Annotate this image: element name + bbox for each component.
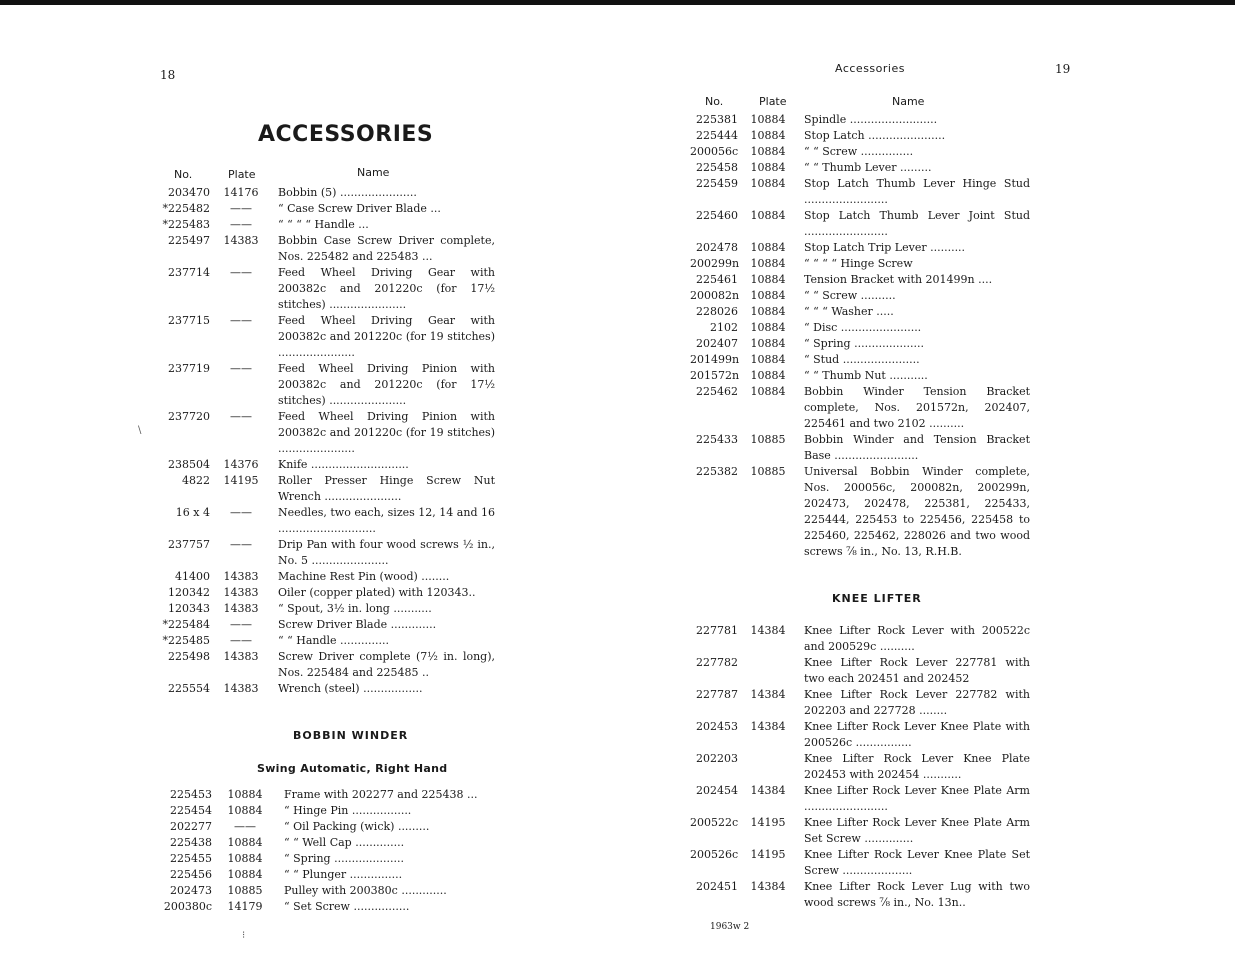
part-number: 41400	[175, 570, 210, 583]
table-row	[150, 201, 495, 217]
part-number: *225485	[162, 634, 210, 647]
part-number: 227781	[696, 624, 738, 637]
part-number: 225438	[170, 836, 212, 849]
plate-number: 14195	[750, 816, 786, 829]
plate-number: 10885	[227, 884, 263, 897]
part-number: 237720	[168, 410, 210, 423]
part-name: Knee Lifter Rock Lever Knee Plate 202453 with 202454 ...........	[804, 752, 1030, 781]
plate-number: ——	[234, 820, 256, 833]
part-name: Knife ............................	[278, 458, 409, 471]
part-name: “ “ Well Cap ..............	[284, 836, 405, 849]
plate-number: ——	[230, 362, 252, 375]
part-name: Feed Wheel Driving Gear with 200382c and 201220c (for 17½ stitches) ......................	[278, 266, 495, 311]
plate-number: 10884	[750, 289, 786, 302]
part-number: 202478	[696, 241, 738, 254]
table-row	[150, 649, 495, 681]
part-number: 225453	[170, 788, 212, 801]
part-number: 225381	[696, 113, 738, 126]
part-number: 225554	[168, 682, 210, 695]
part-number: 202407	[696, 337, 738, 350]
plate-number: 14383	[223, 586, 259, 599]
plate-number: 14195	[223, 474, 259, 487]
plate-number: 10885	[750, 465, 786, 478]
accessories-table-continued	[690, 112, 1030, 560]
plate-number: 10884	[227, 788, 263, 801]
table-row	[690, 815, 1030, 847]
part-number: 225382	[696, 465, 738, 478]
table-row	[150, 457, 495, 473]
footer-code: 1963w 2	[710, 922, 750, 932]
plate-number: 14176	[223, 186, 259, 199]
running-head: Accessories	[835, 62, 905, 75]
plate-number: 14376	[223, 458, 259, 471]
part-name: Stop Latch Thumb Lever Joint Stud ........................	[804, 209, 1030, 238]
part-name: “ “ Thumb Nut ...........	[804, 369, 928, 382]
part-name: Bobbin Winder Tension Bracket complete, Nos. 201572n, 202407, 225461 and two 2102 ..........	[804, 385, 1030, 430]
plate-number: 10884	[227, 852, 263, 865]
plate-number: ——	[230, 314, 252, 327]
part-name: “ Spring ....................	[804, 337, 925, 350]
table-row	[150, 537, 495, 569]
part-number: 225444	[696, 129, 738, 142]
part-number: 202277	[170, 820, 212, 833]
section-title-bobbin-winder: BOBBIN WINDER	[293, 729, 409, 742]
table-row	[150, 819, 500, 835]
plate-number: ——	[230, 410, 252, 423]
part-name: Stop Latch Thumb Lever Hinge Stud ........................	[804, 177, 1030, 206]
plate-number: 14383	[223, 682, 259, 695]
plate-number: 10884	[750, 337, 786, 350]
part-name: Feed Wheel Driving Gear with 200382c and 201220c (for 19 stitches) ......................	[278, 314, 495, 359]
part-number: 201572n	[690, 369, 740, 382]
part-name: “ “ Handle ..............	[278, 634, 389, 647]
table-row	[690, 655, 1030, 687]
left-page	[150, 0, 510, 954]
part-number: *225482	[162, 202, 210, 215]
plate-number: 10884	[750, 353, 786, 366]
part-number: 2102	[710, 321, 738, 334]
col-header-no: No.	[705, 95, 724, 108]
part-number: 202203	[696, 752, 738, 765]
table-row	[690, 144, 1030, 160]
part-number: 225461	[696, 273, 738, 286]
table-row	[150, 505, 495, 537]
page-number: 18	[160, 68, 176, 82]
table-row	[690, 288, 1030, 304]
table-row	[150, 265, 495, 313]
part-number: 120342	[168, 586, 210, 599]
table-row	[690, 304, 1030, 320]
plate-number: ——	[230, 538, 252, 551]
part-name: Knee Lifter Rock Lever Knee Plate Arm ........................	[804, 784, 1030, 813]
col-header-plate: Plate	[759, 95, 787, 108]
plate-number: 10884	[750, 321, 786, 334]
table-row	[150, 867, 500, 883]
part-number: 237719	[168, 362, 210, 375]
part-number: 203470	[168, 186, 210, 199]
part-name: Tension Bracket with 201499n ....	[804, 273, 993, 286]
knee-lifter-table	[690, 623, 1030, 911]
part-name: “ Spring ....................	[284, 852, 405, 865]
part-number: 200526c	[690, 848, 739, 861]
part-number: 225455	[170, 852, 212, 865]
part-number: 200522c	[690, 816, 739, 829]
table-row	[690, 687, 1030, 719]
table-row	[150, 787, 500, 803]
part-number: 227782	[696, 656, 738, 669]
table-row	[150, 883, 500, 899]
plate-number: 14384	[750, 624, 786, 637]
part-name: “ Oil Packing (wick) .........	[284, 820, 430, 833]
table-row	[150, 409, 495, 457]
table-row	[690, 208, 1030, 240]
part-number: 237715	[168, 314, 210, 327]
plate-number: ——	[230, 506, 252, 519]
plate-number: 14383	[223, 570, 259, 583]
part-number: 200380c	[163, 900, 212, 913]
table-row	[150, 217, 495, 233]
table-row	[150, 585, 495, 601]
part-number: 16 x 4	[175, 506, 210, 519]
plate-number: 10884	[227, 868, 263, 881]
plate-number: 14179	[227, 900, 263, 913]
table-row	[150, 569, 495, 585]
table-row	[150, 803, 500, 819]
table-row	[690, 368, 1030, 384]
plate-number: 10884	[750, 161, 786, 174]
part-number: 227787	[696, 688, 738, 701]
part-name: Bobbin Case Screw Driver complete, Nos. 225482 and 225483 ...	[278, 234, 495, 263]
table-row	[690, 352, 1030, 368]
part-name: “ “ Plunger ...............	[284, 868, 403, 881]
col-header-plate: Plate	[228, 168, 256, 181]
plate-number: 14195	[750, 848, 786, 861]
plate-number: 10884	[750, 113, 786, 126]
plate-number: 14384	[750, 784, 786, 797]
plate-number: 10884	[750, 145, 786, 158]
part-number: *225483	[162, 218, 210, 231]
part-number: 120343	[168, 602, 210, 615]
plate-number: 10884	[750, 129, 786, 142]
part-name: Knee Lifter Rock Lever Knee Plate Set Screw ....................	[804, 848, 1030, 877]
table-row	[690, 256, 1030, 272]
table-row	[150, 233, 495, 265]
part-number: 200082n	[690, 289, 740, 302]
plate-number: 10884	[750, 385, 786, 398]
part-number: 200299n	[690, 257, 740, 270]
plate-number: 14383	[223, 234, 259, 247]
part-name: Screw Driver complete (7½ in. long), Nos. 225484 and 225485 ..	[278, 650, 495, 679]
part-name: Feed Wheel Driving Pinion with 200382c and 201220c (for 17½ stitches) ......................	[278, 362, 495, 407]
part-name: Knee Lifter Rock Lever Lug with two wood screws ⅞ in., No. 13n..	[804, 880, 1030, 909]
part-name: Knee Lifter Rock Lever with 200522c and 200529c ..........	[804, 624, 1030, 653]
page-number: 19	[1055, 62, 1071, 76]
plate-number: 10884	[750, 209, 786, 222]
part-name: Needles, two each, sizes 12, 14 and 16 ............................	[278, 506, 495, 535]
table-row	[690, 464, 1030, 560]
part-number: 225456	[170, 868, 212, 881]
part-number: 225498	[168, 650, 210, 663]
part-name: “ Spout, 3½ in. long ...........	[278, 602, 432, 615]
part-number: 225459	[696, 177, 738, 190]
table-row	[690, 128, 1030, 144]
plate-number: ——	[230, 634, 252, 647]
plate-number: ——	[230, 266, 252, 279]
part-name: Spindle .........................	[804, 113, 938, 126]
part-number: 225462	[696, 385, 738, 398]
part-name: Knee Lifter Rock Lever Knee Plate Arm Set Screw ..............	[804, 816, 1030, 845]
part-name: “ Set Screw ................	[284, 900, 410, 913]
plate-number: ——	[230, 202, 252, 215]
part-name: “ Hinge Pin .................	[284, 804, 412, 817]
part-name: Roller Presser Hinge Screw Nut Wrench ......................	[278, 474, 495, 503]
part-number: 225497	[168, 234, 210, 247]
part-name: “ “ “ Washer .....	[804, 305, 894, 318]
plate-number: 10884	[750, 241, 786, 254]
part-number: 225433	[696, 433, 738, 446]
part-name: “ “ “ “ Hinge Screw	[804, 257, 913, 270]
part-name: “ Stud ......................	[804, 353, 920, 366]
table-row	[690, 112, 1030, 128]
section-title-knee-lifter: KNEE LIFTER	[832, 592, 922, 605]
table-row	[690, 240, 1030, 256]
table-row	[150, 313, 495, 361]
part-name: Stop Latch ......................	[804, 129, 946, 142]
plate-number: 10884	[750, 305, 786, 318]
table-row	[690, 432, 1030, 464]
table-row	[150, 473, 495, 505]
table-row	[690, 623, 1030, 655]
table-row	[690, 320, 1030, 336]
table-row	[690, 272, 1030, 288]
part-name: Universal Bobbin Winder complete, Nos. 200056c, 200082n, 200299n, 202473, 202478, 225381, 225433, 225444, 225453 to 225456, 225458 to 225460, 225462, 228026 and two wood screws ⅞ in., No. 13, R.H.B.	[804, 465, 1030, 558]
part-number: 202453	[696, 720, 738, 733]
part-number: 228026	[696, 305, 738, 318]
part-name: Feed Wheel Driving Pinion with 200382c and 201220c (for 19 stitches) ......................	[278, 410, 495, 455]
right-page	[690, 0, 1071, 954]
part-number: 225460	[696, 209, 738, 222]
part-name: Frame with 202277 and 225438 ...	[284, 788, 478, 801]
plate-number: 14384	[750, 720, 786, 733]
col-header-name: Name	[892, 95, 925, 108]
part-name: Bobbin Winder and Tension Bracket Base ........................	[804, 433, 1030, 462]
plate-number: 10884	[750, 177, 786, 190]
part-number: 202473	[170, 884, 212, 897]
part-name: Wrench (steel) .................	[278, 682, 423, 695]
plate-number: ——	[230, 218, 252, 231]
bobbin-winder-table	[150, 787, 500, 915]
table-row	[690, 879, 1030, 911]
table-row	[150, 633, 495, 649]
part-name: Stop Latch Trip Lever ..........	[804, 241, 966, 254]
plate-number: 10884	[750, 257, 786, 270]
plate-number: 10884	[227, 804, 263, 817]
part-number: 225454	[170, 804, 212, 817]
table-row	[150, 835, 500, 851]
plate-number: 14383	[223, 650, 259, 663]
table-row	[150, 185, 495, 201]
part-number: 237757	[168, 538, 210, 551]
part-name: Knee Lifter Rock Lever Knee Plate with 200526c ................	[804, 720, 1030, 749]
part-number: 4822	[182, 474, 210, 487]
part-name: Screw Driver Blade .............	[278, 618, 437, 631]
table-row	[690, 751, 1030, 783]
table-row	[150, 851, 500, 867]
accessories-table	[150, 185, 495, 697]
part-name: Machine Rest Pin (wood) ........	[278, 570, 450, 583]
part-name: Knee Lifter Rock Lever 227782 with 202203 and 227728 ........	[804, 688, 1030, 717]
part-number: 200056c	[690, 145, 739, 158]
table-row	[690, 847, 1030, 879]
table-row	[690, 783, 1030, 815]
part-number: 238504	[168, 458, 210, 471]
part-number: 202451	[696, 880, 738, 893]
table-row	[690, 176, 1030, 208]
table-row	[690, 384, 1030, 432]
table-row	[150, 617, 495, 633]
scan-mark: \	[138, 425, 142, 436]
col-header-name: Name	[357, 166, 390, 179]
part-name: Bobbin (5) ......................	[278, 186, 417, 199]
plate-number: 10885	[750, 433, 786, 446]
part-number: 237714	[168, 266, 210, 279]
part-name: “ Case Screw Driver Blade ...	[278, 202, 441, 215]
part-name: “ “ Screw ...............	[804, 145, 914, 158]
part-number: *225484	[162, 618, 210, 631]
part-number: 225458	[696, 161, 738, 174]
plate-number: 10884	[750, 369, 786, 382]
part-number: 201499n	[690, 353, 740, 366]
part-name: “ Disc .......................	[804, 321, 922, 334]
table-row	[150, 681, 495, 697]
table-row	[690, 336, 1030, 352]
page-title: ACCESSORIES	[258, 122, 434, 147]
part-number: 202454	[696, 784, 738, 797]
part-name: “ “ “ “ Handle ...	[278, 218, 369, 231]
table-row	[150, 361, 495, 409]
part-name: Knee Lifter Rock Lever 227781 with two each 202451 and 202452	[804, 656, 1030, 685]
plate-number: ——	[230, 618, 252, 631]
plate-number: 10884	[227, 836, 263, 849]
plate-number: 14384	[750, 688, 786, 701]
plate-number: 10884	[750, 273, 786, 286]
table-row	[150, 601, 495, 617]
table-row	[690, 160, 1030, 176]
part-name: “ “ Thumb Lever .........	[804, 161, 932, 174]
part-name: “ “ Screw ..........	[804, 289, 896, 302]
plate-number: 14383	[223, 602, 259, 615]
plate-number: 14384	[750, 880, 786, 893]
part-name: Drip Pan with four wood screws ½ in., No. 5 ......................	[278, 538, 495, 567]
col-header-no: No.	[174, 168, 193, 181]
section-subtitle-swing: Swing Automatic, Right Hand	[257, 762, 448, 775]
table-row	[150, 899, 500, 915]
part-name: Oiler (copper plated) with 120343..	[278, 586, 476, 599]
part-name: Pulley with 200380c .............	[284, 884, 447, 897]
table-row	[690, 719, 1030, 751]
scan-mark: ⁝	[242, 930, 246, 941]
